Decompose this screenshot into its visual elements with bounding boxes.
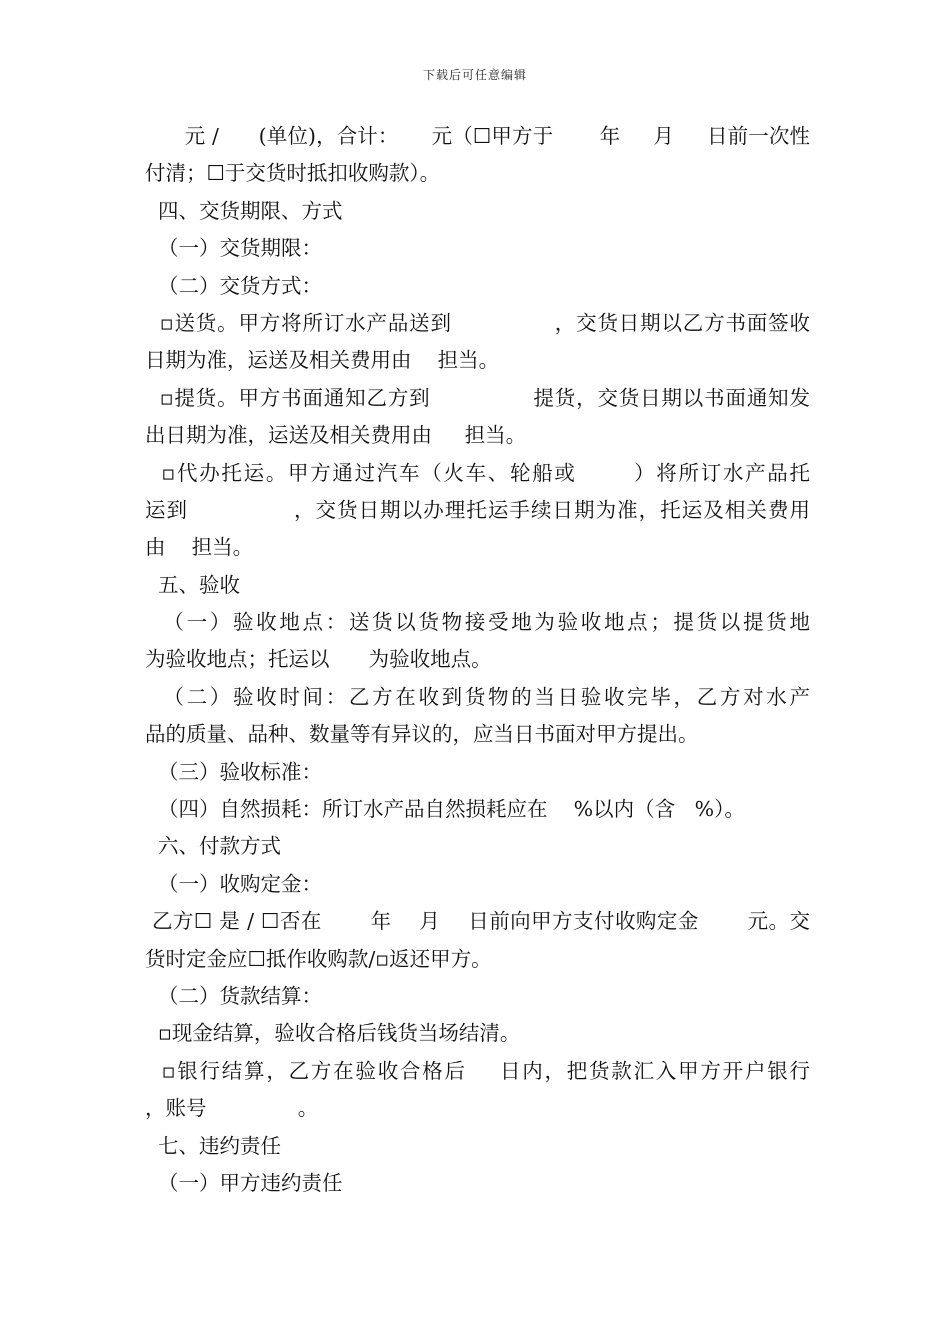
document-line: （一）验收地点：送货以货物接受地为验收地点；提货以提货地 (145, 610, 810, 635)
document-line: 品的质量、品种、数量等有异议的，应当日书面对甲方提出。 (145, 722, 699, 747)
document-line: 货时定金应☐抵作收购款/▫返还甲方。 (145, 946, 492, 971)
document-line: 四、交货期限、方式 (145, 198, 343, 223)
document-line: ▫提货。甲方书面通知乙方到 提货，交货日期以书面通知发 (145, 385, 810, 410)
document-line: ▫代办托运。甲方通过汽车（火车、轮船或 ）将所订水产品托 (145, 460, 810, 485)
page-header: 下载后可任意编辑 (422, 68, 527, 82)
document-line: 六、付款方式 (145, 834, 282, 859)
document-line: 日期为准，运送及相关费用由 担当。 (145, 348, 500, 373)
document-line: 由 担当。 (145, 535, 254, 560)
document-line: 五、验收 (145, 572, 241, 597)
document-line: ，账号 。 (145, 1096, 319, 1121)
document-line: （二）货款结算： (145, 983, 323, 1008)
document-line: 元 / (单位)，合计： 元（☐甲方于 年 月 日前一次性 (145, 124, 810, 148)
document-line: （一）交货期限： (145, 236, 323, 261)
document-line: 出日期为准，运送及相关费用由 担当。 (145, 423, 527, 448)
document-line: ▫银行结算，乙方在验收合格后 日内，把货款汇入甲方开户银行 (145, 1058, 810, 1083)
document-line: 七、违约责任 (145, 1133, 282, 1158)
document-line: （三）验收标准： (145, 759, 323, 784)
document-line: （一）收购定金： (145, 871, 323, 896)
document-line: （二）交货方式： (145, 273, 323, 298)
document-line: （四）自然损耗：所订水产品自然损耗应在 %以内（含 %）。 (145, 797, 745, 822)
document-line: 乙方☐ 是 / ☐否在 年 月 日前向甲方支付收购定金 元。交 (145, 909, 810, 934)
document-line: 运到 ，交货日期以办理托运手续日期为准，托运及相关费用 (145, 497, 810, 522)
document-line: 为验收地点；托运以 为验收地点。 (145, 647, 492, 672)
document-line: （一）甲方违约责任 (145, 1170, 343, 1195)
document-body (145, 118, 810, 1202)
document-line: 付清；☐于交货时抵扣收购款）。 (145, 161, 441, 186)
document-line: ▫送货。甲方将所订水产品送到 ，交货日期以乙方书面签收 (145, 310, 810, 335)
document-line: （二）验收时间：乙方在收到货物的当日验收完毕，乙方对水产 (145, 684, 810, 709)
document-line: ▫现金结算，验收合格后钱货当场结清。 (145, 1021, 521, 1046)
